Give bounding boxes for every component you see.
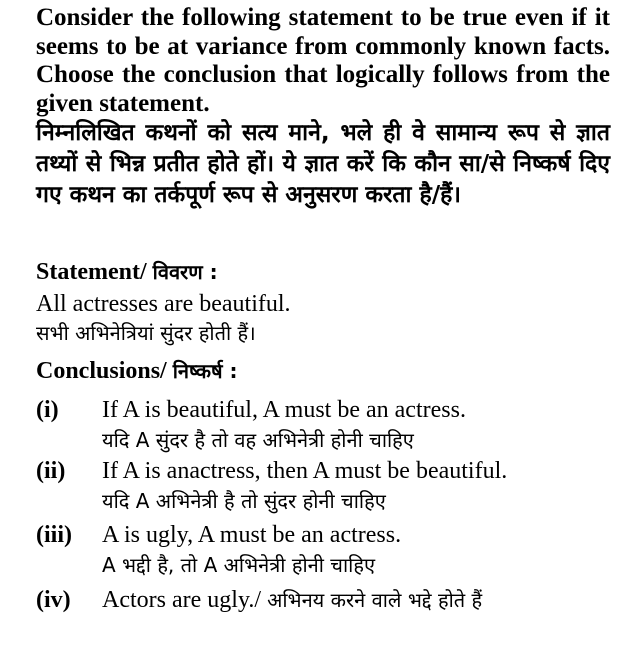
conclusion-item-1 xyxy=(36,396,616,458)
conclusion-text-english xyxy=(102,586,482,614)
conclusion-text-english: If A is beautiful, A must be an actress. xyxy=(102,397,466,423)
conclusion-english-part: Actors are ugly./ xyxy=(102,587,262,613)
statement-heading xyxy=(36,258,218,286)
conclusion-item-2 xyxy=(36,457,616,519)
statement-heading-hindi: विवरण xyxy=(152,260,203,284)
statement-heading-colon: : xyxy=(202,260,218,284)
conclusion-text-hindi: यदि A अभिनेत्री है तो सुंदर होनी चाहिए xyxy=(102,489,386,513)
conclusion-item-4 xyxy=(36,586,616,648)
conclusions-heading-hindi: निष्कर्ष xyxy=(172,359,223,383)
conclusion-text-hindi: A भद्दी है, तो A अभिनेत्री होनी चाहिए xyxy=(102,553,376,577)
question-instructions-english: Consider the following statement to be true even if it seems to be at variance from commonly known facts. Choose the conclusion that logically follows from the given statement. xyxy=(36,4,610,117)
conclusions-heading xyxy=(36,357,238,385)
conclusion-number: (iv) xyxy=(36,587,71,613)
conclusions-heading-colon: : xyxy=(222,359,238,383)
statement-heading-english: Statement/ xyxy=(36,259,147,285)
statement-hindi: सभी अभिनेत्रियां सुंदर होती हैं। xyxy=(36,321,256,345)
conclusion-number: (iii) xyxy=(36,522,72,548)
conclusion-number: (i) xyxy=(36,397,59,423)
statement-english: All actresses are beautiful. xyxy=(36,291,291,317)
conclusion-text-hindi: यदि A सुंदर है तो वह अभिनेत्री होनी चाहिए xyxy=(102,428,414,452)
conclusion-text-english: A is ugly, A must be an actress. xyxy=(102,522,402,548)
conclusion-item-3 xyxy=(36,521,616,583)
question-instructions-hindi: निम्नलिखित कथनों को सत्य माने, भले ही वे सामान्य रूप से ज्ञात तथ्यों से भिन्न प्रतीत होते हों। ये ज्ञात करें कि कौन सा/से निष्कर्ष दिए गए कथन का तर्कपूर्ण रूप से अनुसरण करता है/हैं। xyxy=(36,120,610,208)
conclusions-heading-english: Conclusions/ xyxy=(36,358,167,384)
conclusion-hindi-part: अभिनय करने वाले भद्दे होते हैं xyxy=(267,588,483,612)
conclusion-number: (ii) xyxy=(36,458,66,484)
conclusion-text-english: If A is anactress, then A must be beautiful. xyxy=(102,458,508,484)
